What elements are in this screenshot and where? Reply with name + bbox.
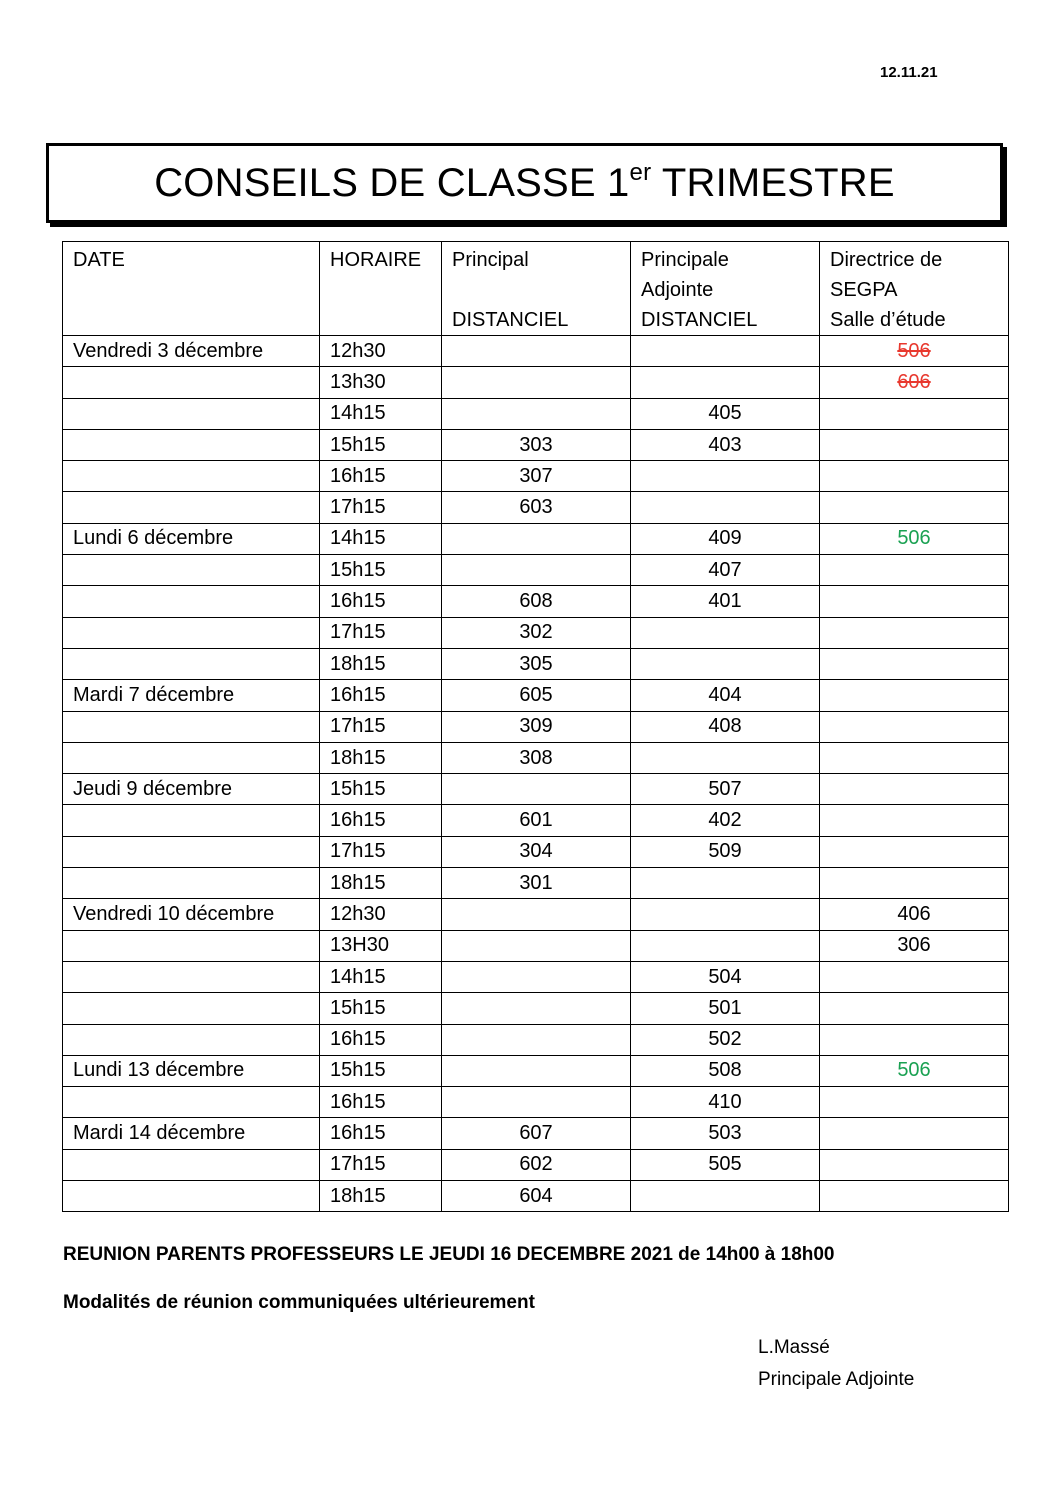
table-row xyxy=(63,648,1009,679)
cell-segpa xyxy=(820,461,1009,492)
cell-segpa xyxy=(820,805,1009,836)
cell-time xyxy=(320,429,442,460)
cell-time-text: 16h15 xyxy=(330,809,386,832)
cell-principal xyxy=(442,586,631,617)
cell-principal-text: 608 xyxy=(519,590,553,613)
cell-principal xyxy=(442,398,631,429)
cell-adjointe xyxy=(631,1118,820,1149)
cell-adjointe-text: 503 xyxy=(708,1122,742,1145)
signature-role: Principale Adjointe xyxy=(758,1369,915,1390)
cell-date xyxy=(63,398,320,429)
cell-adjointe xyxy=(631,899,820,930)
cell-segpa xyxy=(820,1055,1009,1086)
cell-date xyxy=(63,1087,320,1118)
cell-time-text: 18h15 xyxy=(330,1184,386,1207)
cell-time xyxy=(320,398,442,429)
header-segpa xyxy=(820,242,1009,336)
signature-name: L.Massé xyxy=(758,1337,830,1358)
cell-time-text: 16h15 xyxy=(330,590,386,613)
cell-time-text: 16h15 xyxy=(330,1028,386,1051)
cell-time xyxy=(320,648,442,679)
cell-segpa xyxy=(820,586,1009,617)
cell-principal xyxy=(442,461,631,492)
cell-principal-text: 607 xyxy=(519,1122,553,1145)
cell-time xyxy=(320,1087,442,1118)
cell-principal xyxy=(442,1087,631,1118)
cell-segpa xyxy=(820,1024,1009,1055)
cell-time-text: 17h15 xyxy=(330,840,386,863)
cell-principal xyxy=(442,492,631,523)
cell-date-text: Vendredi 3 décembre xyxy=(73,339,264,362)
cell-principal xyxy=(442,805,631,836)
cell-principal-text: 309 xyxy=(519,715,553,738)
header-adjointe-line3: DISTANCIEL xyxy=(641,309,758,331)
cell-adjointe xyxy=(631,836,820,867)
cell-time xyxy=(320,461,442,492)
header-adjointe-line2: Adjointe xyxy=(641,279,714,301)
cell-date xyxy=(63,586,320,617)
header-horaire: HORAIRE xyxy=(320,242,442,336)
cell-adjointe xyxy=(631,586,820,617)
cell-adjointe xyxy=(631,398,820,429)
cell-principal xyxy=(442,711,631,742)
cell-adjointe-text: 404 xyxy=(708,683,742,706)
table-row xyxy=(63,930,1009,961)
title-box xyxy=(46,143,1003,223)
cell-date-text: Mardi 7 décembre xyxy=(73,683,235,706)
cell-principal xyxy=(442,680,631,711)
cell-date xyxy=(63,429,320,460)
cell-adjointe xyxy=(631,429,820,460)
cell-principal-text: 307 xyxy=(519,464,553,487)
cell-segpa xyxy=(820,555,1009,586)
cell-principal-text: 301 xyxy=(519,871,553,894)
title-rest: TRIMESTRE xyxy=(651,160,895,205)
cell-time xyxy=(320,774,442,805)
cell-adjointe-text: 403 xyxy=(708,433,742,456)
cell-principal xyxy=(442,774,631,805)
cell-time xyxy=(320,367,442,398)
cell-adjointe xyxy=(631,367,820,398)
cell-date xyxy=(63,1024,320,1055)
cell-date xyxy=(63,617,320,648)
cell-time-text: 18h15 xyxy=(330,871,386,894)
table-row xyxy=(63,899,1009,930)
table-row xyxy=(63,836,1009,867)
cell-time-text: 16h15 xyxy=(330,464,386,487)
cell-time-text: 12h30 xyxy=(330,902,386,925)
table-row xyxy=(63,680,1009,711)
cell-time-text: 17h15 xyxy=(330,496,386,519)
table-row xyxy=(63,586,1009,617)
cell-adjointe xyxy=(631,648,820,679)
cell-principal xyxy=(442,742,631,773)
table-row xyxy=(63,523,1009,554)
table-row xyxy=(63,492,1009,523)
cell-principal xyxy=(442,868,631,899)
cell-date xyxy=(63,930,320,961)
cell-segpa-text: 406 xyxy=(897,902,931,925)
cell-time xyxy=(320,961,442,992)
page-title xyxy=(154,158,895,206)
cell-date xyxy=(63,868,320,899)
cell-adjointe xyxy=(631,492,820,523)
cell-time-text: 18h15 xyxy=(330,746,386,769)
cell-adjointe-text: 408 xyxy=(708,715,742,738)
header-row xyxy=(63,242,1009,336)
cell-principal-text: 602 xyxy=(519,1153,553,1176)
cell-principal xyxy=(442,617,631,648)
cell-time xyxy=(320,336,442,367)
cell-segpa xyxy=(820,711,1009,742)
cell-segpa-text: 506 xyxy=(897,1059,931,1082)
cell-time xyxy=(320,492,442,523)
header-date: DATE xyxy=(63,242,320,336)
cell-adjointe xyxy=(631,711,820,742)
cell-principal xyxy=(442,993,631,1024)
cell-time xyxy=(320,993,442,1024)
cell-segpa xyxy=(820,492,1009,523)
table-row xyxy=(63,1181,1009,1212)
cell-segpa xyxy=(820,836,1009,867)
cell-segpa xyxy=(820,1118,1009,1149)
cell-adjointe xyxy=(631,1149,820,1180)
cell-segpa xyxy=(820,1087,1009,1118)
cell-time xyxy=(320,617,442,648)
cell-segpa xyxy=(820,680,1009,711)
cell-time xyxy=(320,1181,442,1212)
table-row xyxy=(63,742,1009,773)
cell-principal-text: 304 xyxy=(519,840,553,863)
cell-adjointe-text: 508 xyxy=(708,1059,742,1082)
cell-time xyxy=(320,868,442,899)
schedule-table xyxy=(62,241,1009,1212)
cell-adjointe-text: 409 xyxy=(708,527,742,550)
cell-adjointe-text: 410 xyxy=(708,1090,742,1113)
cell-segpa xyxy=(820,648,1009,679)
cell-principal xyxy=(442,523,631,554)
cell-date xyxy=(63,680,320,711)
cell-principal xyxy=(442,429,631,460)
cell-date-text: Vendredi 10 décembre xyxy=(73,902,275,925)
cell-principal xyxy=(442,930,631,961)
cell-adjointe-text: 507 xyxy=(708,777,742,800)
cell-time-text: 18h15 xyxy=(330,652,386,675)
header-segpa-line1: Directrice de xyxy=(830,249,943,271)
cell-segpa xyxy=(820,899,1009,930)
header-principal-line1: Principal xyxy=(452,249,529,271)
cell-time xyxy=(320,742,442,773)
cell-time xyxy=(320,523,442,554)
cell-adjointe-text: 401 xyxy=(708,590,742,613)
cell-time-text: 16h15 xyxy=(330,1122,386,1145)
cell-principal xyxy=(442,1181,631,1212)
cell-adjointe-text: 405 xyxy=(708,402,742,425)
cell-segpa xyxy=(820,617,1009,648)
cell-adjointe-text: 407 xyxy=(708,558,742,581)
cell-principal-text: 601 xyxy=(519,809,553,832)
cell-time-text: 12h30 xyxy=(330,339,386,362)
cell-principal xyxy=(442,961,631,992)
cell-date xyxy=(63,1149,320,1180)
cell-segpa xyxy=(820,742,1009,773)
title-main: CONSEILS DE CLASSE 1 xyxy=(154,160,630,205)
cell-time xyxy=(320,899,442,930)
table-row xyxy=(63,1055,1009,1086)
cell-adjointe-text: 509 xyxy=(708,840,742,863)
table-row xyxy=(63,555,1009,586)
cell-time-text: 13H30 xyxy=(330,934,389,957)
cell-adjointe xyxy=(631,805,820,836)
cell-principal xyxy=(442,555,631,586)
cell-time xyxy=(320,836,442,867)
cell-date xyxy=(63,336,320,367)
cell-time-text: 15h15 xyxy=(330,777,386,800)
cell-time-text: 14h15 xyxy=(330,965,386,988)
cell-date xyxy=(63,367,320,398)
cell-adjointe xyxy=(631,993,820,1024)
cell-adjointe xyxy=(631,930,820,961)
table-row xyxy=(63,1087,1009,1118)
cell-time-text: 15h15 xyxy=(330,1059,386,1082)
cell-adjointe xyxy=(631,461,820,492)
cell-time-text: 15h15 xyxy=(330,558,386,581)
cell-time xyxy=(320,586,442,617)
cell-segpa-text: 606 xyxy=(897,370,931,393)
cell-adjointe xyxy=(631,336,820,367)
cell-time-text: 13h30 xyxy=(330,370,386,393)
cell-principal-text: 305 xyxy=(519,652,553,675)
cell-principal xyxy=(442,836,631,867)
cell-principal xyxy=(442,648,631,679)
header-principal-line2 xyxy=(452,275,620,305)
cell-date xyxy=(63,899,320,930)
cell-adjointe-text: 502 xyxy=(708,1028,742,1051)
cell-date xyxy=(63,1181,320,1212)
cell-segpa xyxy=(820,336,1009,367)
table-row xyxy=(63,367,1009,398)
modalities-note: Modalités de réunion communiquées ultérieurement xyxy=(63,1292,535,1313)
cell-segpa-text: 506 xyxy=(897,339,931,362)
table-row xyxy=(63,868,1009,899)
cell-adjointe-text: 501 xyxy=(708,996,742,1019)
cell-adjointe xyxy=(631,868,820,899)
table-row xyxy=(63,336,1009,367)
table-row xyxy=(63,398,1009,429)
cell-segpa xyxy=(820,523,1009,554)
cell-adjointe xyxy=(631,1087,820,1118)
cell-date-text: Lundi 6 décembre xyxy=(73,527,234,550)
cell-adjointe xyxy=(631,961,820,992)
cell-principal xyxy=(442,1118,631,1149)
cell-date xyxy=(63,805,320,836)
cell-principal-text: 302 xyxy=(519,621,553,644)
cell-time-text: 15h15 xyxy=(330,996,386,1019)
cell-date xyxy=(63,961,320,992)
cell-time-text: 17h15 xyxy=(330,621,386,644)
cell-adjointe xyxy=(631,523,820,554)
cell-time xyxy=(320,805,442,836)
cell-segpa xyxy=(820,868,1009,899)
cell-adjointe xyxy=(631,742,820,773)
cell-time xyxy=(320,1149,442,1180)
header-segpa-line3: Salle d’étude xyxy=(830,309,946,331)
table-row xyxy=(63,617,1009,648)
table-row xyxy=(63,1024,1009,1055)
cell-adjointe xyxy=(631,680,820,711)
cell-time-text: 16h15 xyxy=(330,683,386,706)
cell-principal-text: 605 xyxy=(519,683,553,706)
cell-adjointe xyxy=(631,555,820,586)
cell-principal xyxy=(442,1024,631,1055)
table-row xyxy=(63,805,1009,836)
cell-date xyxy=(63,742,320,773)
cell-segpa-text: 306 xyxy=(897,934,931,957)
cell-time-text: 16h15 xyxy=(330,1090,386,1113)
cell-segpa xyxy=(820,398,1009,429)
cell-principal xyxy=(442,1149,631,1180)
cell-segpa-text: 506 xyxy=(897,527,931,550)
schedule-body xyxy=(63,336,1009,1212)
cell-principal-text: 303 xyxy=(519,433,553,456)
parents-meeting-note: REUNION PARENTS PROFESSEURS LE JEUDI 16 DECEMBRE 2021 de 14h00 à 18h00 xyxy=(63,1244,835,1265)
cell-time xyxy=(320,930,442,961)
cell-adjointe xyxy=(631,774,820,805)
cell-time xyxy=(320,711,442,742)
cell-segpa xyxy=(820,1149,1009,1180)
header-principal-line3: DISTANCIEL xyxy=(452,309,569,331)
cell-adjointe-text: 504 xyxy=(708,965,742,988)
cell-time-text: 15h15 xyxy=(330,433,386,456)
cell-date-text: Mardi 14 décembre xyxy=(73,1122,246,1145)
cell-date xyxy=(63,555,320,586)
cell-time xyxy=(320,1024,442,1055)
cell-date xyxy=(63,711,320,742)
cell-date xyxy=(63,648,320,679)
cell-segpa xyxy=(820,1181,1009,1212)
document-date: 12.11.21 xyxy=(880,64,938,81)
cell-segpa xyxy=(820,961,1009,992)
cell-segpa xyxy=(820,367,1009,398)
cell-principal xyxy=(442,899,631,930)
table-row xyxy=(63,461,1009,492)
cell-segpa xyxy=(820,930,1009,961)
cell-principal xyxy=(442,367,631,398)
table-row xyxy=(63,774,1009,805)
header-principal xyxy=(442,242,631,336)
header-adjointe xyxy=(631,242,820,336)
cell-time-text: 14h15 xyxy=(330,527,386,550)
cell-time-text: 17h15 xyxy=(330,715,386,738)
table-row xyxy=(63,1149,1009,1180)
cell-date xyxy=(63,461,320,492)
cell-time xyxy=(320,1118,442,1149)
header-segpa-line2: SEGPA xyxy=(830,279,898,301)
cell-adjointe xyxy=(631,617,820,648)
cell-date xyxy=(63,523,320,554)
cell-time-text: 14h15 xyxy=(330,402,386,425)
title-superscript: er xyxy=(629,158,652,186)
header-adjointe-line1: Principale xyxy=(641,249,729,271)
cell-segpa xyxy=(820,774,1009,805)
cell-principal-text: 308 xyxy=(519,746,553,769)
cell-adjointe xyxy=(631,1024,820,1055)
cell-date xyxy=(63,1118,320,1149)
cell-time xyxy=(320,680,442,711)
cell-adjointe xyxy=(631,1181,820,1212)
cell-adjointe-text: 402 xyxy=(708,809,742,832)
cell-time xyxy=(320,555,442,586)
cell-segpa xyxy=(820,993,1009,1024)
cell-principal-text: 603 xyxy=(519,496,553,519)
cell-date xyxy=(63,492,320,523)
cell-segpa xyxy=(820,429,1009,460)
cell-date xyxy=(63,836,320,867)
cell-date-text: Lundi 13 décembre xyxy=(73,1059,245,1082)
cell-time xyxy=(320,1055,442,1086)
cell-adjointe-text: 505 xyxy=(708,1153,742,1176)
cell-principal-text: 604 xyxy=(519,1184,553,1207)
table-row xyxy=(63,961,1009,992)
table-row xyxy=(63,1118,1009,1149)
cell-date xyxy=(63,774,320,805)
table-row xyxy=(63,711,1009,742)
cell-principal xyxy=(442,1055,631,1086)
cell-time-text: 17h15 xyxy=(330,1153,386,1176)
cell-principal xyxy=(442,336,631,367)
cell-date xyxy=(63,993,320,1024)
cell-date-text: Jeudi 9 décembre xyxy=(73,777,232,800)
cell-adjointe xyxy=(631,1055,820,1086)
table-row xyxy=(63,993,1009,1024)
table-row xyxy=(63,429,1009,460)
cell-date xyxy=(63,1055,320,1086)
